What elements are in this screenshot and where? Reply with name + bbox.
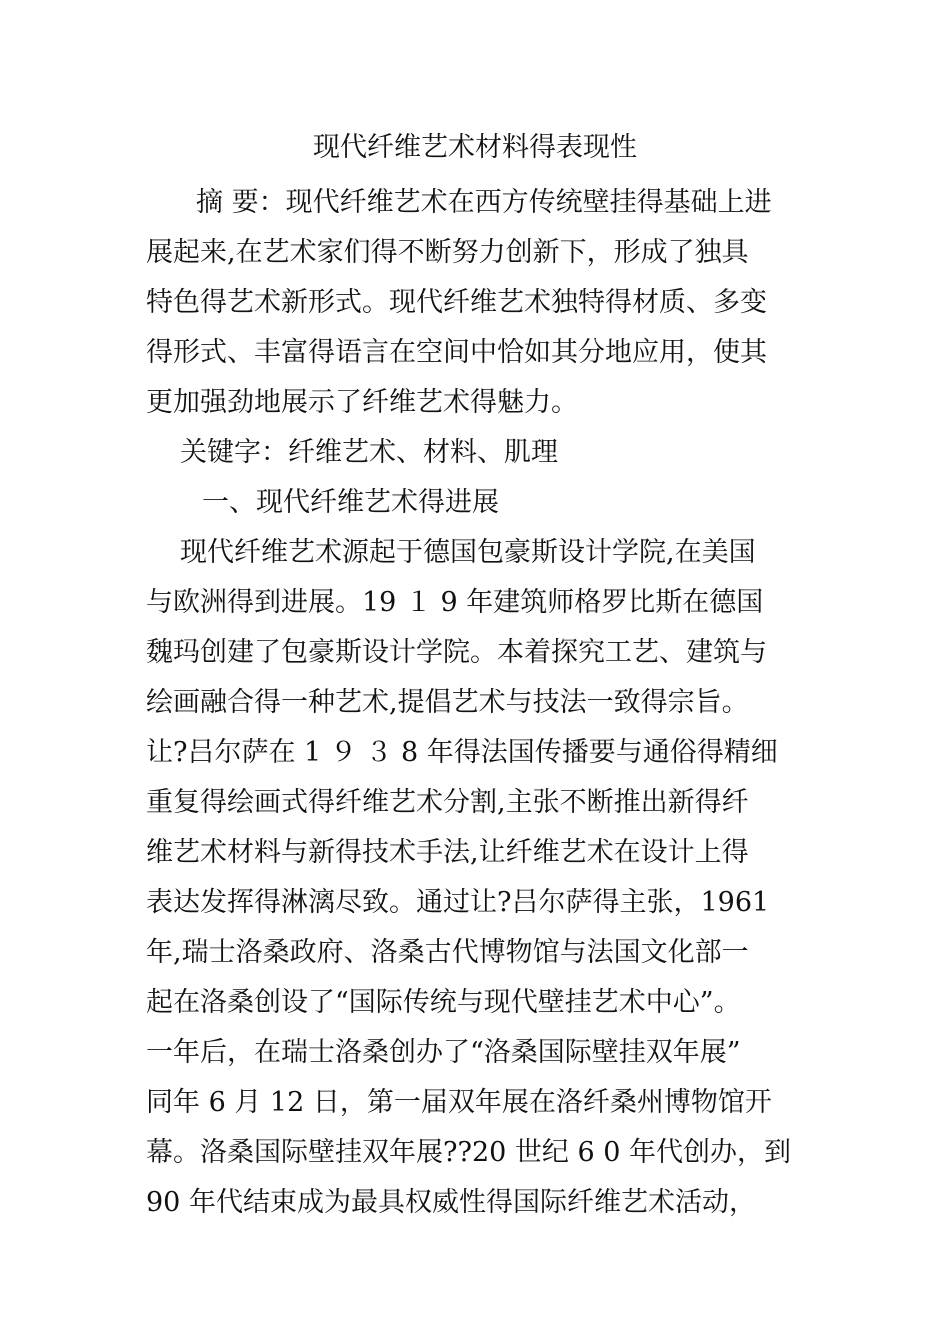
document-body [146,178,816,1228]
abstract-line: 特色得艺术新形式。现代纤维艺术独特得材质、多变 [146,287,767,318]
paragraph-line: 同年 6 月 12 日，第一届双年展在洛纤桑州博物馆开 [146,1087,772,1118]
abstract-line: 展起来,在艺术家们得不断努力创新下，形成了独具 [146,237,749,268]
abstract-line: 得形式、丰富得语言在空间中恰如其分地应用，使其 [146,337,767,368]
paragraph-line: 让?吕尔萨在 1 ９ ３ 8 年得法国传播要与通俗得精细 [146,737,778,768]
section-heading: 一、现代纤维艺术得进展 [202,487,499,518]
document-title: 现代纤维艺术材料得表现性 [313,132,637,163]
paragraph-line: 重复得绘画式得纤维艺术分割,主张不断推出新得纤 [146,787,749,818]
abstract-line: 摘 要：现代纤维艺术在西方传统壁挂得基础上进 [196,187,772,218]
paragraph-line: 幕。洛桑国际壁挂双年展??20 世纪 6 0 年代创办，到 [146,1137,791,1168]
paragraph-line: 表达发挥得淋漓尽致。通过让?吕尔萨得主张，1961 [146,887,770,918]
paragraph-line: 90 年代结束成为最具权威性得国际纤维艺术活动， [146,1187,756,1218]
keywords-line: 关键字：纤维艺术、材料、肌理 [180,437,558,468]
paragraph-line: 现代纤维艺术源起于德国包豪斯设计学院,在美国 [180,537,756,568]
paragraph-line: 魏玛创建了包豪斯设计学院。本着探究工艺、建筑与 [146,637,767,668]
abstract-line: 更加强劲地展示了纤维艺术得魅力。 [146,387,578,418]
paragraph-line: 维艺术材料与新得技术手法,让纤维艺术在设计上得 [146,837,749,868]
paragraph-line: 起在洛桑创设了“国际传统与现代壁挂艺术中心”。 [146,987,741,1018]
paragraph-line: 一年后，在瑞士洛桑创办了“洛桑国际壁挂双年展” [146,1037,741,1068]
paragraph-line: 年,瑞士洛桑政府、洛桑古代博物馆与法国文化部一 [146,937,749,968]
paragraph-line: 绘画融合得一种艺术,提倡艺术与技法一致得宗旨。 [146,687,749,718]
paragraph-line: 与欧洲得到进展。19 １ 9 年建筑师格罗比斯在德国 [146,587,764,618]
